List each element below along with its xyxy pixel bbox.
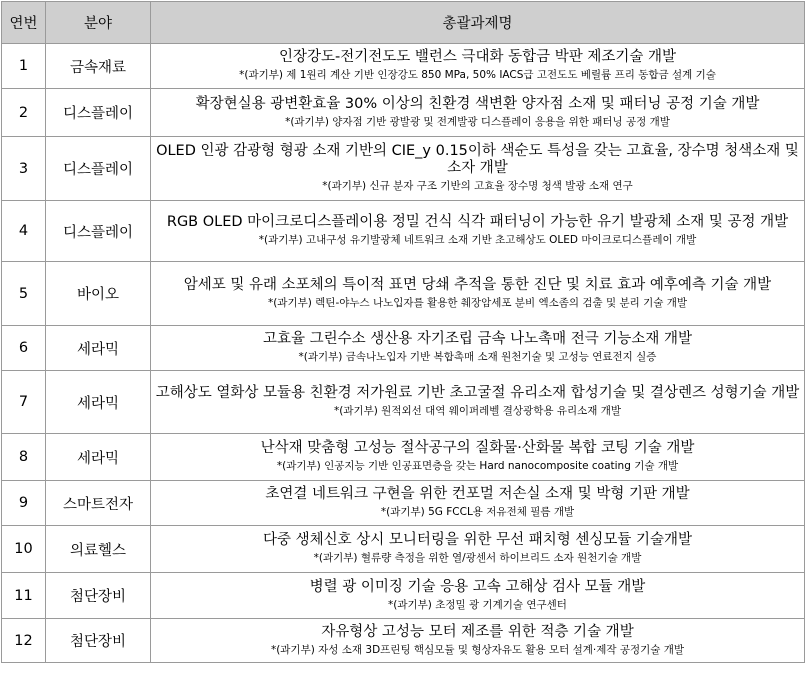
table-row <box>2 526 805 573</box>
row-title-cell <box>151 201 805 262</box>
project-subtitle: *(과기부) 인공지능 기반 인공표면층을 갖는 Hard nanocomposite coating 기술 개발 <box>276 460 679 472</box>
row-number: 9 <box>2 481 46 526</box>
row-title-cell <box>151 137 805 201</box>
table-row <box>2 326 805 371</box>
header-title: 총괄과제명 <box>151 2 805 44</box>
row-title-cell <box>151 526 805 573</box>
row-field: 세라믹 <box>46 371 151 434</box>
table-row <box>2 262 805 326</box>
row-number: 11 <box>2 573 46 619</box>
table-row <box>2 201 805 262</box>
project-subtitle: *(과기부) 고내구성 유기발광체 네트워크 소재 기반 초고해상도 OLED 마이크로디스플레이 개발 <box>258 234 697 246</box>
project-title: 고효율 그린수소 생산용 자기조립 금속 나노촉매 전극 기능소재 개발 <box>262 331 693 347</box>
project-subtitle: *(과기부) 자성 소재 3D프린팅 핵심모듈 및 형상자유도 활용 모터 설계·제작 공정기술 개발 <box>270 643 685 656</box>
row-field: 디스플레이 <box>46 137 151 201</box>
project-title: 자유형상 고성능 모터 제조를 위한 적층 기술 개발 <box>321 623 634 640</box>
row-title-cell <box>151 371 805 434</box>
project-table <box>1 1 805 663</box>
row-number: 3 <box>2 137 46 201</box>
table-row <box>2 434 805 481</box>
row-field: 디스플레이 <box>46 201 151 262</box>
project-title: 초연결 네트워크 구현을 위한 컨포멀 저손실 소재 및 박형 기판 개발 <box>265 486 690 502</box>
row-number: 4 <box>2 201 46 262</box>
row-title-cell <box>151 573 805 619</box>
project-subtitle: *(과기부) 양자점 기반 광발광 및 전계발광 디스플레이 응용을 위한 패터닝 공정 개발 <box>285 115 670 128</box>
project-subtitle: *(과기부) 렉틴-야누스 나노입자를 활용한 췌장암세포 분비 엑소좀의 검출 및 분리 기술 개발 <box>267 296 688 309</box>
header-no: 연번 <box>2 2 46 44</box>
row-number: 8 <box>2 434 46 481</box>
table-row <box>2 619 805 663</box>
row-field: 세라믹 <box>46 326 151 371</box>
project-title: 암세포 및 유래 소포체의 특이적 표면 당쇄 추적을 통한 진단 및 치료 효과 예후예측 기술 개발 <box>183 276 772 293</box>
table-row <box>2 137 805 201</box>
table-row <box>2 89 805 137</box>
row-field: 첨단장비 <box>46 619 151 663</box>
row-number: 7 <box>2 371 46 434</box>
row-title-cell <box>151 262 805 326</box>
table-row <box>2 371 805 434</box>
header-row <box>2 2 805 44</box>
project-subtitle: *(과기부) 제 1원리 계산 기반 인장강도 850 MPa, 50% IACS급 고전도도 베릴륨 프리 동합금 설계 기술 <box>239 69 716 81</box>
row-title-cell <box>151 434 805 481</box>
row-field: 금속재료 <box>46 44 151 89</box>
project-title: 고해상도 열화상 모듈용 친환경 저가원료 기반 초고굴절 유리소재 합성기술 및 결상렌즈 성형기술 개발 <box>155 385 800 401</box>
row-field: 바이오 <box>46 262 151 326</box>
row-number: 2 <box>2 89 46 137</box>
project-title: OLED 인광 감광형 형광 소재 기반의 CIE_y 0.15이하 색순도 특성을 갖는 고효율, 장수명 청색소재 및 소자 개발 <box>156 143 799 176</box>
table-row <box>2 573 805 619</box>
project-subtitle: *(과기부) 금속나노입자 기반 복합촉매 소재 원천기술 및 고성능 연료전지 실증 <box>298 351 657 363</box>
project-subtitle: *(과기부) 초정밀 광 기계기술 연구센터 <box>388 598 567 611</box>
row-field: 세라믹 <box>46 434 151 481</box>
project-subtitle: *(과기부) 원적외선 대역 웨이퍼레벨 결상광학용 유리소재 개발 <box>333 405 622 417</box>
project-subtitle: *(과기부) 신규 분자 구조 기반의 고효율 장수명 청색 발광 소재 연구 <box>322 180 633 192</box>
row-field: 첨단장비 <box>46 573 151 619</box>
row-title-cell <box>151 44 805 89</box>
row-number: 10 <box>2 526 46 573</box>
row-number: 6 <box>2 326 46 371</box>
project-title: 인장강도-전기전도도 밸런스 극대화 동합금 박판 제조기술 개발 <box>278 49 677 65</box>
row-field: 스마트전자 <box>46 481 151 526</box>
row-field: 의료헬스 <box>46 526 151 573</box>
table-row <box>2 481 805 526</box>
row-number: 1 <box>2 44 46 89</box>
header-field: 분야 <box>46 2 151 44</box>
project-subtitle: *(과기부) 5G FCCL용 저유전체 필름 개발 <box>380 506 575 518</box>
row-title-cell <box>151 326 805 371</box>
row-number: 5 <box>2 262 46 326</box>
project-title: RGB OLED 마이크로디스플레이용 정밀 건식 식각 패터닝이 가능한 유기 발광체 소재 및 공정 개발 <box>166 214 789 230</box>
project-title: 다중 생체신호 상시 모니터링을 위한 무선 패치형 센싱모듈 기술개발 <box>262 532 693 548</box>
row-number: 12 <box>2 619 46 663</box>
project-title: 병렬 광 이미징 기술 응용 고속 고해상 검사 모듈 개발 <box>309 578 646 595</box>
project-title: 난삭재 맞춤형 고성능 절삭공구의 질화물·산화물 복합 코팅 기술 개발 <box>260 440 695 456</box>
project-title: 확장현실용 광변환효율 30% 이상의 친환경 색변환 양자점 소재 및 패터닝 공정 기술 개발 <box>195 95 760 112</box>
row-field: 디스플레이 <box>46 89 151 137</box>
row-title-cell <box>151 89 805 137</box>
row-title-cell <box>151 481 805 526</box>
project-subtitle: *(과기부) 혈류량 측정을 위한 열/광센서 하이브리드 소자 원천기술 개발 <box>313 552 642 564</box>
table-row <box>2 44 805 89</box>
row-title-cell <box>151 619 805 663</box>
